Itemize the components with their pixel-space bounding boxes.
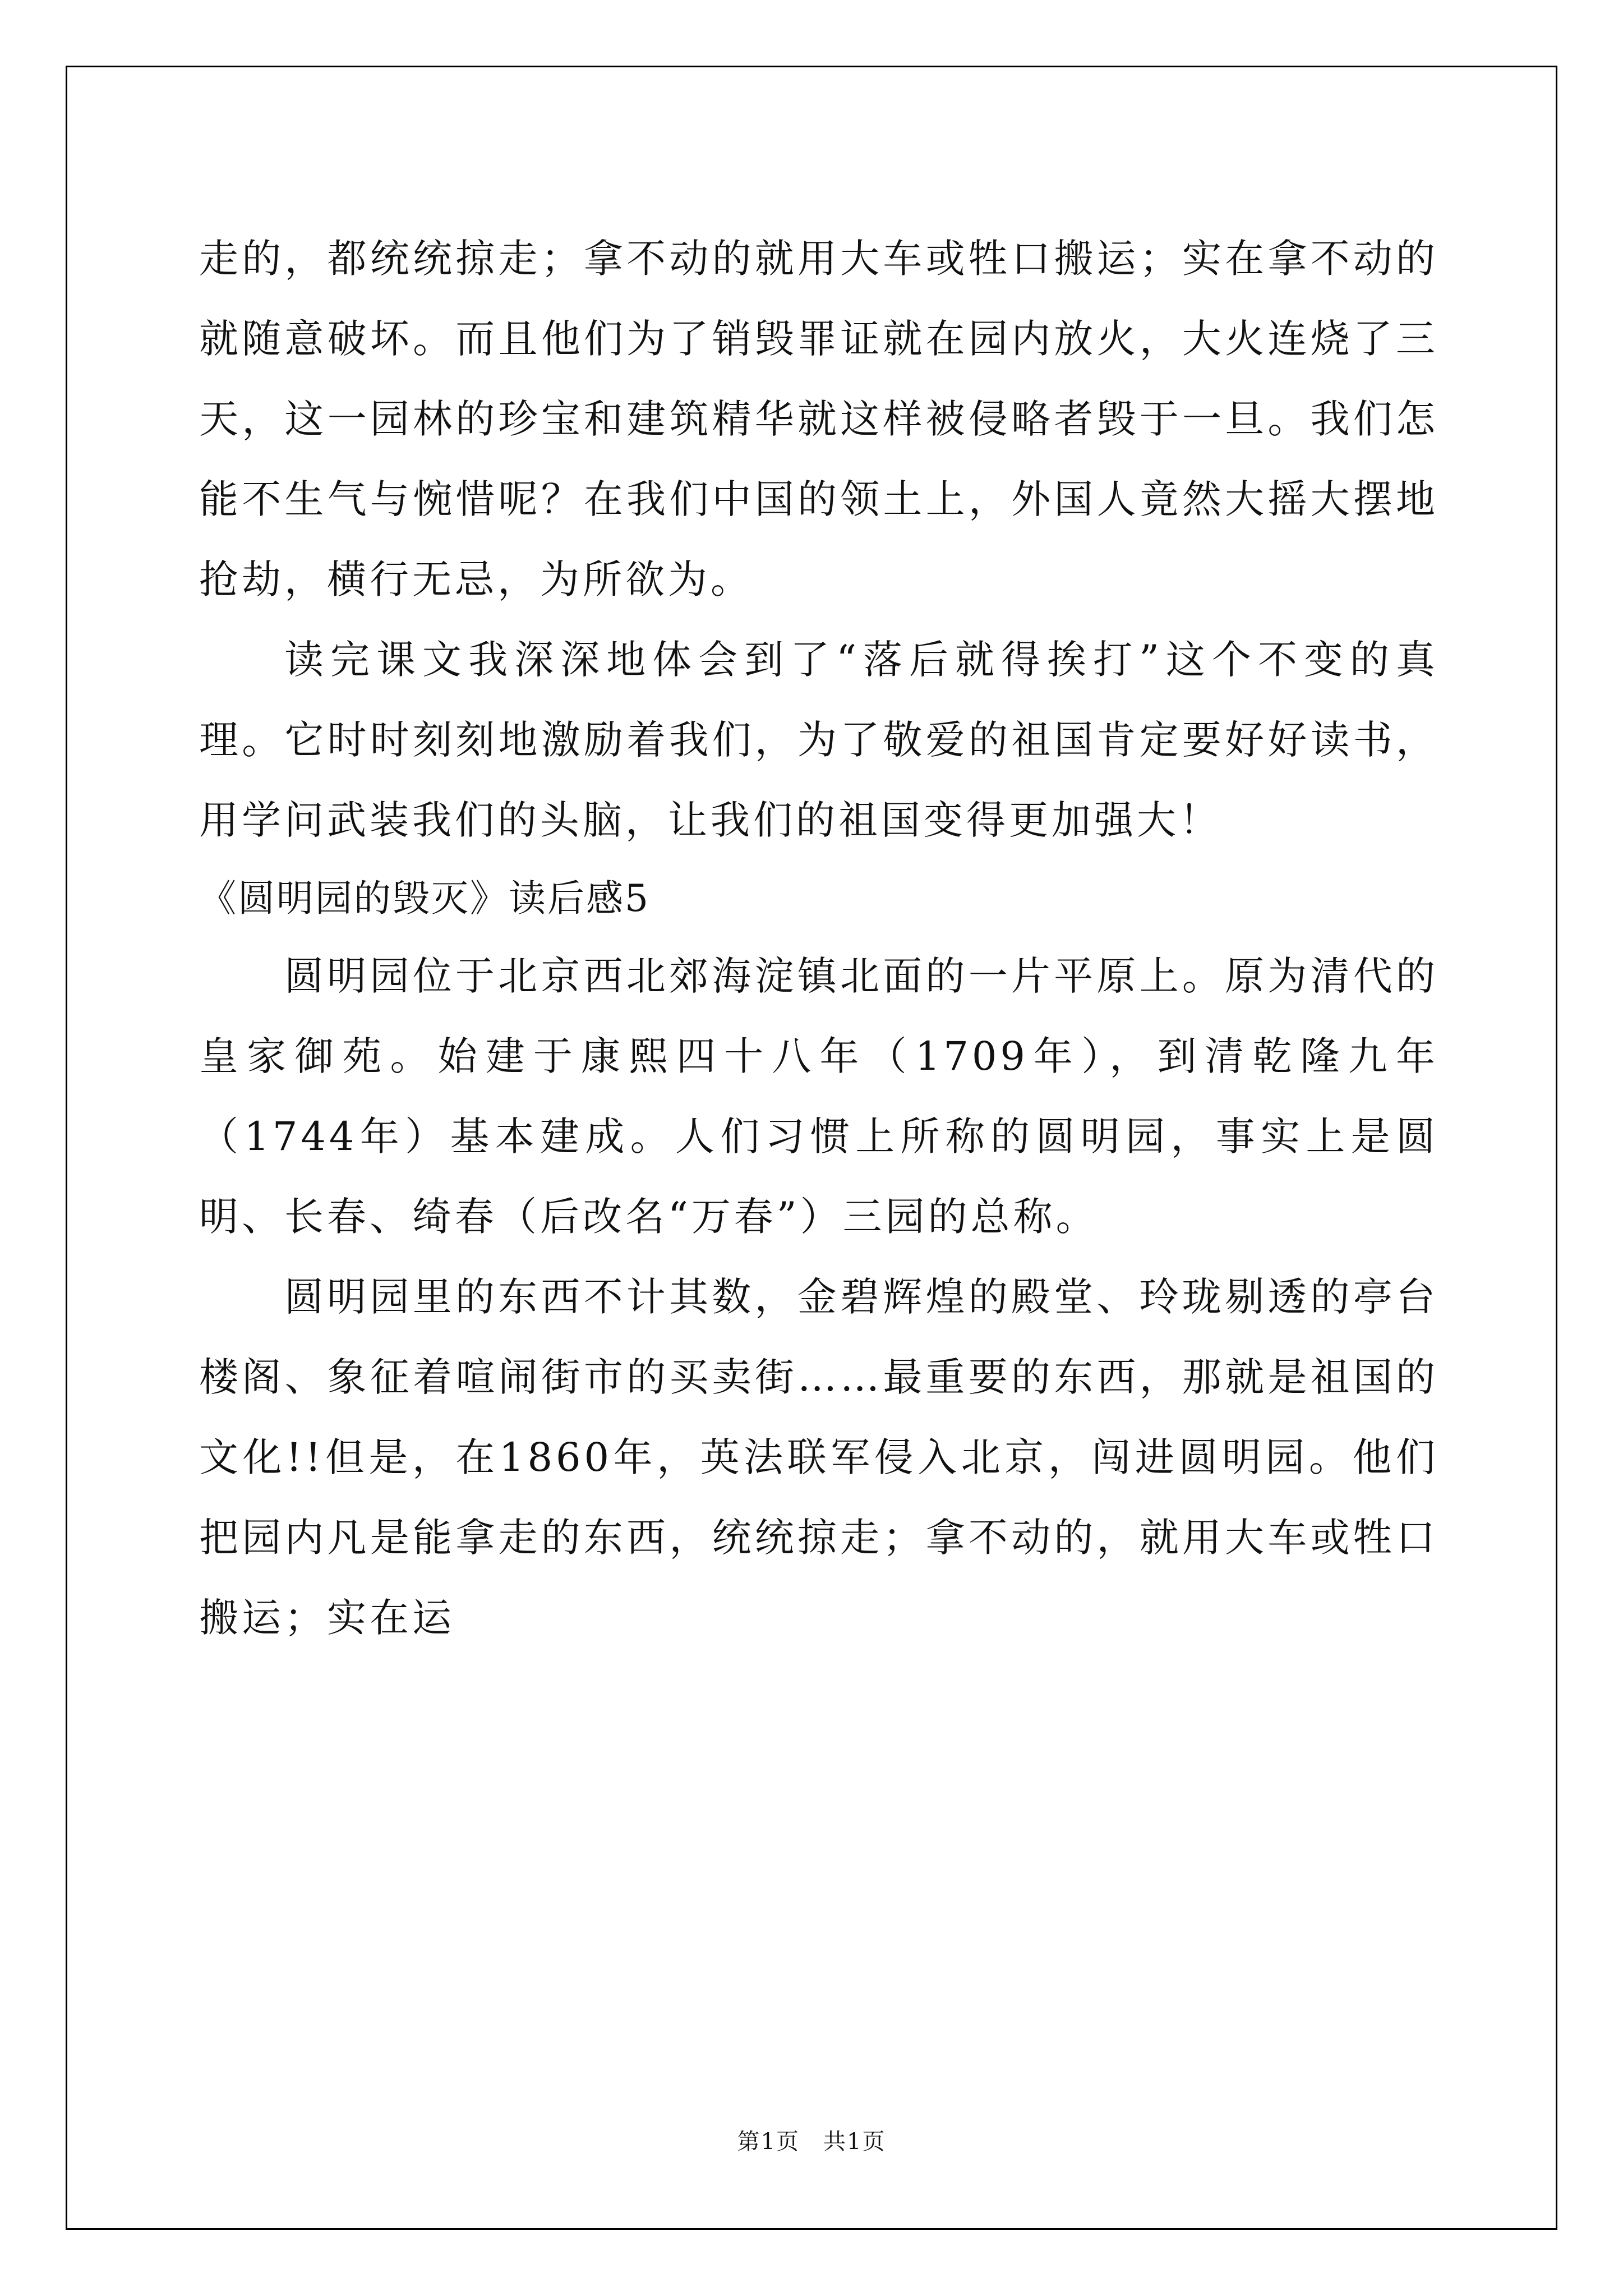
paragraph-1: 走的，都统统掠走；拿不动的就用大车或牲口搬运；实在拿不动的就随意破坏。而且他们为了销毁罪证就在园内放火，大火连烧了三天，这一园林的珍宝和建筑精华就这样被侵略者毁于一旦。我们怎能不生气与惋惜呢？在我们中国的领土上，外国人竟然大摇大摆地抢劫，横行无忌，为所欲为。: [199, 236, 1438, 602]
paragraph-4: 圆明园里的东西不计其数，金碧辉煌的殿堂、玲珑剔透的亭台楼阁、象征着喧闹街市的买卖街……最重要的东西，那就是祖国的文化!!但是，在1860年，英法联军侵入北京，闯进圆明园。他们把园内凡是能拿走的东西，统统掠走；拿不动的，就用大车或牲口搬运；实在运: [199, 1274, 1438, 1641]
page-footer: 第1页 共1页: [737, 2129, 886, 2155]
paragraph-2: 读完课文我深深地体会到了“落后就得挨打”这个不变的真理。它时时刻刻地激励着我们，为了敬爱的祖国肯定要好好读书，用学问武装我们的头脑，让我们的祖国变得更加强大！: [199, 637, 1438, 843]
paragraph-3: 圆明园位于北京西北郊海淀镇北面的一片平原上。原为清代的皇家御苑。始建于康熙四十八年（1709年），到清乾隆九年（1744年）基本建成。人们习惯上所称的圆明园，事实上是圆明、长春、绮春（后改名“万春”）三园的总称。: [199, 953, 1438, 1240]
section-heading: 《圆明园的毁灭》读后感5: [199, 877, 650, 920]
document-body: [199, 219, 1438, 1658]
